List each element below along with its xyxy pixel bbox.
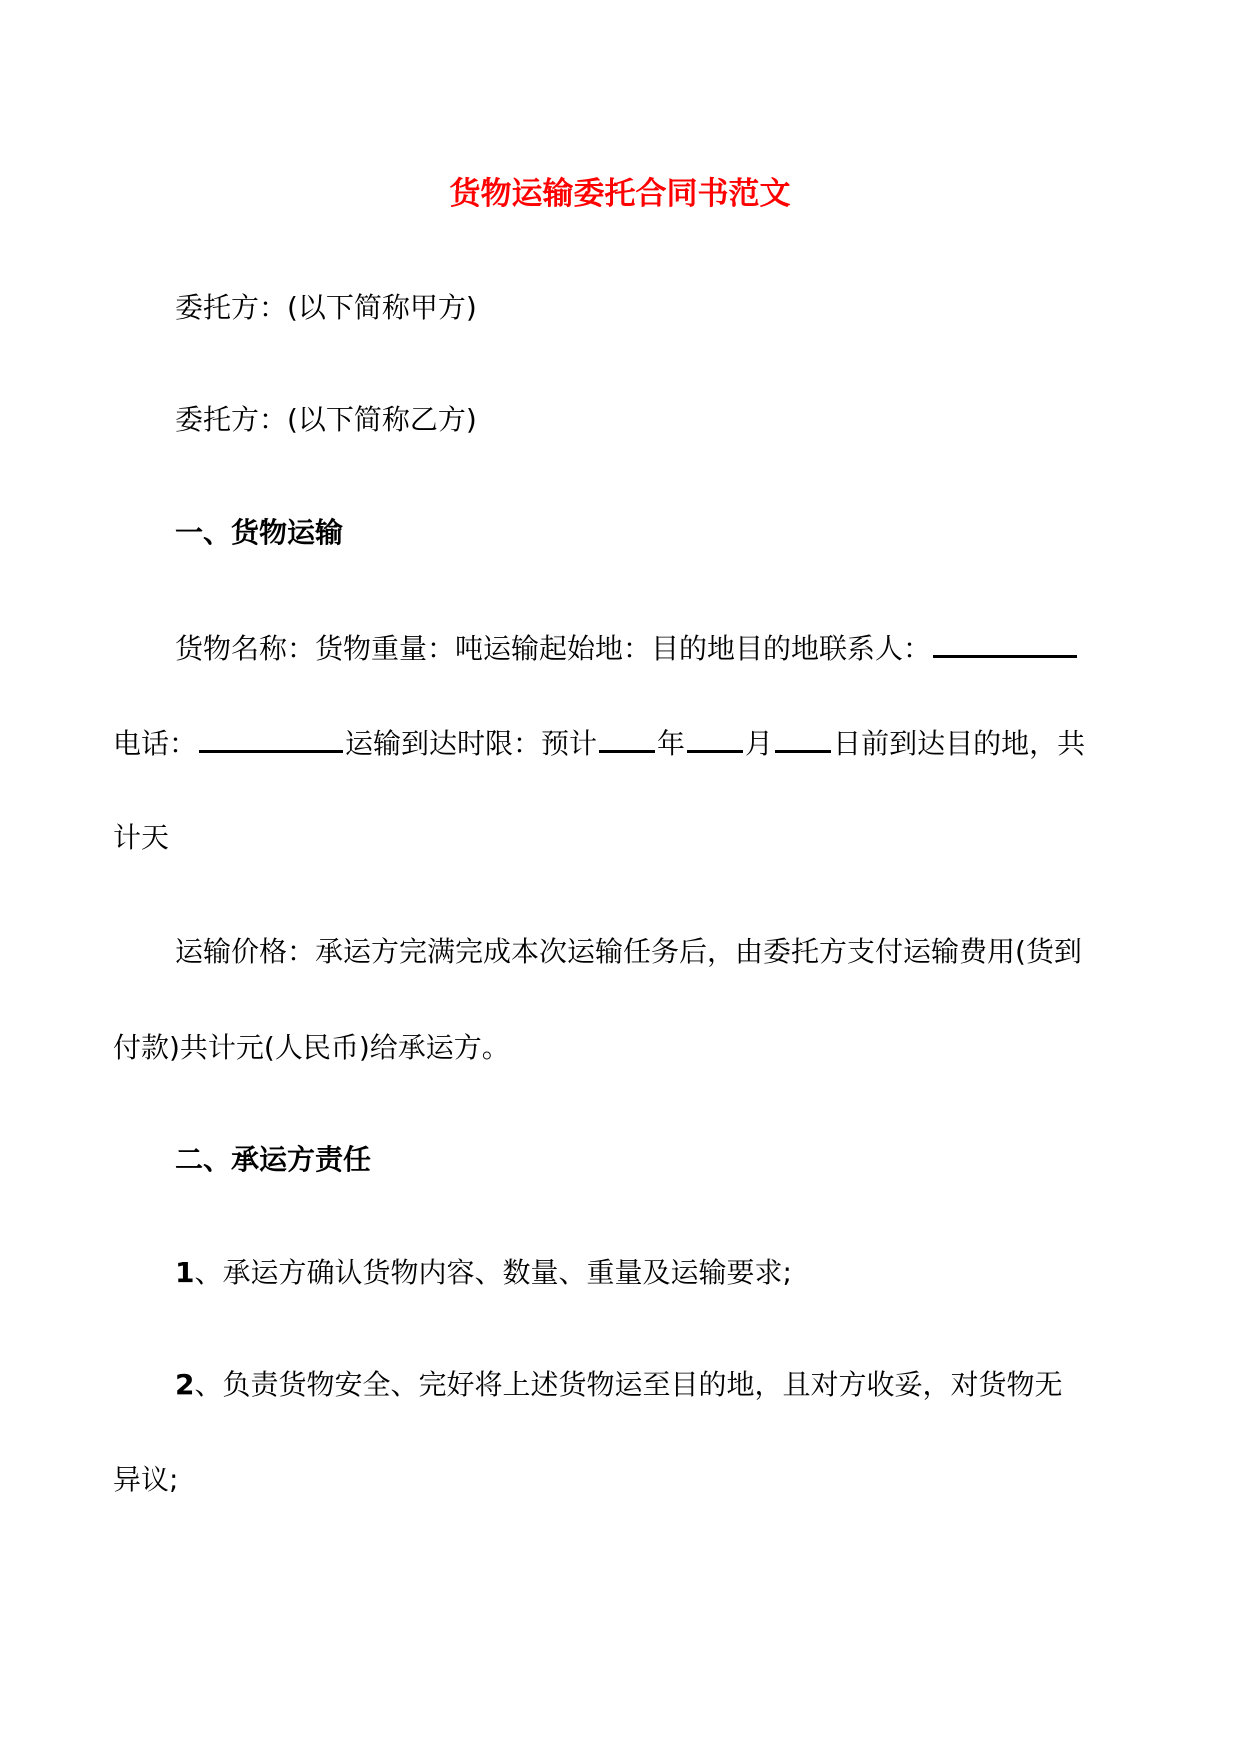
list-item-1 [175,1253,792,1293]
phone-label: 电话： [113,727,198,760]
section2-heading: 二、承运方责任 [175,1143,372,1176]
year-label: 年 [657,727,686,760]
item1-text: 、承运方确认货物内容、数量、重量及运输要求; [194,1256,792,1289]
phone-deadline-line [113,720,1085,764]
day-tail: 日前到达目的地，共 [833,727,1086,760]
day-blank[interactable] [775,720,831,753]
cargo-line [175,625,1079,669]
deadline-label: 运输到达时限：预计 [345,727,598,760]
cargo-text: 货物名称：货物重量：吨运输起始地：目的地目的地联系人： [175,632,932,665]
item2-text: 、负责货物安全、完好将上述货物运至目的地，且对方收妥，对货物无 [194,1368,1063,1401]
list-item-2 [175,1365,1063,1405]
party-a-line: 委托方：(以下简称甲方) [175,291,477,324]
item1-number: 1 [175,1256,195,1289]
month-blank[interactable] [687,720,743,753]
phone-blank[interactable] [199,720,343,753]
item2-number: 2 [175,1368,195,1401]
month-label: 月 [745,727,774,760]
item2-continuation: 异议; [113,1463,179,1496]
total-days-line: 计天 [113,821,170,854]
year-blank[interactable] [599,720,655,753]
price-line-2: 付款)共计元(人民币)给承运方。 [113,1031,510,1064]
party-b-line: 委托方：(以下简称乙方) [175,403,477,436]
contact-blank[interactable] [933,625,1077,658]
price-line-1: 运输价格：承运方完满完成本次运输任务后，由委托方支付运输费用(货到 [175,935,1082,968]
document-title: 货物运输委托合同书范文 [449,176,791,212]
section1-heading: 一、货物运输 [175,516,344,549]
